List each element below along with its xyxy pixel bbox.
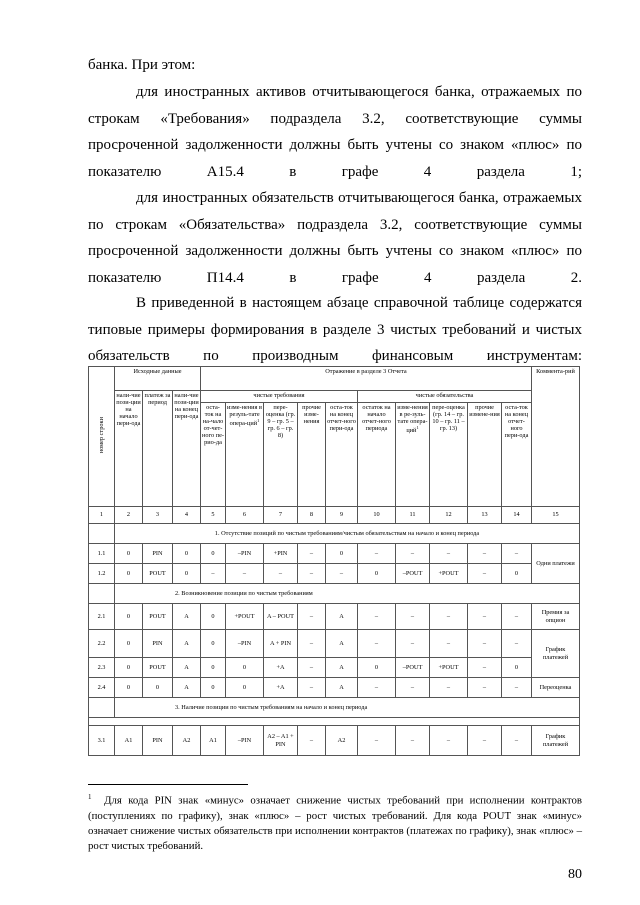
footnote-mark: 1: [88, 793, 92, 801]
header-net-claims: чистые требования: [201, 391, 358, 403]
section-row-1: [89, 524, 580, 544]
table-cell: 0: [143, 678, 173, 698]
header-col-2: нали-чие пози-ции на начало пери-ода: [115, 391, 143, 507]
table-cell: –: [396, 630, 430, 658]
table-cell: –: [226, 564, 264, 584]
comment-option-premium: Премия за опцион: [532, 604, 580, 630]
header-col-7: пере-оценка (гр. 9 – гр. 5 – гр. 6 – гр. 8): [264, 403, 298, 507]
header-col-5: оста-ток на на-чало от-чет-ного пе-рио-да: [201, 403, 226, 507]
table-cell: –: [358, 604, 396, 630]
table-row-2-3: [89, 658, 580, 678]
header-col-4: нали-чие пози-ции на конец пери-ода: [173, 391, 201, 507]
table-cell: –PIN: [226, 726, 264, 756]
table-row-2-4: [89, 678, 580, 698]
col-number: 10: [358, 507, 396, 524]
header-col-13: прочие измене-ния: [468, 403, 502, 507]
table-cell: –: [298, 658, 326, 678]
table-cell: A1: [201, 726, 226, 756]
table-cell: +POUT: [430, 658, 468, 678]
section-3-spacer: [89, 718, 580, 726]
col-number: 13: [468, 507, 502, 524]
header-col-10: остаток на начало отчет-ного периода: [358, 403, 396, 507]
table-cell: –: [502, 604, 532, 630]
section-3-line-cell: [89, 698, 115, 718]
table-cell: 0: [201, 658, 226, 678]
table-cell: –: [298, 630, 326, 658]
table-cell: A: [173, 658, 201, 678]
footnote-ref-col-6: 1: [257, 418, 260, 424]
table-cell: A1: [115, 726, 143, 756]
paragraph-intro: банка. При этом:: [88, 57, 196, 73]
table-cell: PIN: [143, 544, 173, 564]
column-number-row: [89, 507, 580, 524]
comment-payment-schedule-2: График платежей: [532, 726, 580, 756]
table-cell: –: [502, 678, 532, 698]
spacer-cell: [89, 718, 580, 726]
section-row-2: [89, 584, 580, 604]
table-cell: 1.2: [89, 564, 115, 584]
col-number: 6: [226, 507, 264, 524]
table-cell: 0: [201, 630, 226, 658]
table-cell: –: [502, 726, 532, 756]
comment-payments-only: Одни платежи: [532, 544, 580, 584]
col-number: 4: [173, 507, 201, 524]
col-number: 14: [502, 507, 532, 524]
table-cell: 0: [326, 544, 358, 564]
col-number: 12: [430, 507, 468, 524]
table-cell: –: [468, 658, 502, 678]
table-cell: –: [468, 544, 502, 564]
table-cell: 2.1: [89, 604, 115, 630]
section-2-title: 2. Возникновение позиции по чистым требованиям: [115, 584, 580, 604]
header-col-3: платеж за период: [143, 391, 173, 507]
table-cell: A + PIN: [264, 630, 298, 658]
table-cell: 0: [115, 658, 143, 678]
table-cell: 0: [115, 630, 143, 658]
table-cell: 0: [502, 658, 532, 678]
table-cell: 0: [115, 678, 143, 698]
table-cell: –: [298, 726, 326, 756]
table-cell: 0: [358, 564, 396, 584]
table-cell: +PIN: [264, 544, 298, 564]
table-cell: 0: [226, 678, 264, 698]
header-col-14: оста-ток на конец отчет-ного пери-ода: [502, 403, 532, 507]
table-cell: –: [468, 604, 502, 630]
table-cell: PIN: [143, 726, 173, 756]
table-cell: –: [468, 678, 502, 698]
header-net-liabilities: чистые обязательства: [358, 391, 532, 403]
table-cell: –: [358, 726, 396, 756]
col-number: 2: [115, 507, 143, 524]
comment-payment-schedule: График платежей: [532, 630, 580, 678]
header-initial-data: Исходные данные: [115, 367, 201, 391]
table-cell: –: [396, 604, 430, 630]
table-row-3-1: [89, 726, 580, 756]
table-cell: 0: [201, 544, 226, 564]
table-cell: POUT: [143, 658, 173, 678]
header-reflection: Отражение в разделе 3 Отчета: [201, 367, 532, 391]
table-cell: +A: [264, 658, 298, 678]
table-cell: 2.2: [89, 630, 115, 658]
table-cell: –: [430, 604, 468, 630]
col-number: 3: [143, 507, 173, 524]
page-number: 80: [568, 867, 582, 882]
table-cell: 0: [173, 564, 201, 584]
footnote-separator: [88, 784, 248, 785]
table-cell: 0: [115, 544, 143, 564]
col-number: 8: [298, 507, 326, 524]
table-cell: A: [326, 604, 358, 630]
paragraph-table-intro: В приведенной в настоящем абзаце справочной таблице содержатся типовые примеры формирования в разделе 3 чистых требований и чистых обязательств по производным финансовым инструментам:: [88, 295, 582, 364]
table-cell: –: [396, 678, 430, 698]
section-row-3: [89, 698, 580, 718]
col-number: 15: [532, 507, 580, 524]
table-row-1-2: [89, 564, 580, 584]
table-cell: –: [502, 544, 532, 564]
table-cell: –: [201, 564, 226, 584]
table-cell: –: [298, 678, 326, 698]
table-cell: POUT: [143, 604, 173, 630]
table-cell: A: [173, 678, 201, 698]
table-cell: 0: [502, 564, 532, 584]
header-row-1: [89, 367, 580, 391]
reference-table: [88, 366, 580, 756]
footnote: [88, 790, 582, 854]
table-cell: 0: [358, 658, 396, 678]
table-cell: +A: [264, 678, 298, 698]
section-3-title: 3. Наличие позиции по чистым требованиям на начало и конец периода: [115, 698, 580, 718]
table-cell: –: [358, 544, 396, 564]
col-number: 1: [89, 507, 115, 524]
table-cell: –: [430, 678, 468, 698]
table-cell: +POUT: [430, 564, 468, 584]
table-cell: 3.1: [89, 726, 115, 756]
table-cell: 0: [226, 658, 264, 678]
table-cell: –: [298, 544, 326, 564]
table-cell: A: [173, 630, 201, 658]
footnote-ref-col-11: 1: [416, 425, 419, 431]
table-cell: 2.3: [89, 658, 115, 678]
table-cell: A: [326, 630, 358, 658]
header-comment: Коммента-рий: [532, 367, 580, 507]
col-number: 5: [201, 507, 226, 524]
table-cell: –: [468, 630, 502, 658]
table-cell: 0: [201, 678, 226, 698]
section-2-line-cell: [89, 584, 115, 604]
header-col-12: пере-оценка (гр. 14 – гр. 10 – гр. 11 – гр. 13): [430, 403, 468, 507]
table-cell: A: [173, 604, 201, 630]
paragraph-foreign-assets: для иностранных активов отчитывающегося банка, отражаемых по строкам «Требования» подраздела 3.2, соответствующие суммы просроченной задолженности должны быть учтены со знаком «плюс» по показателю А15.4 в графе 4 раздела 1;: [88, 84, 582, 180]
table-cell: +POUT: [226, 604, 264, 630]
footnote-text: Для кода PIN знак «минус» означает снижение чистых требований при исполнении контрактов (поступлениях по графику), знак «плюс» – рост чистых требований. Для кода POUT знак «минус» означает снижение чистых обязательств при исполнении контрактов (платежах по графику), знак «плюс» – рост чистых требований.: [88, 794, 582, 853]
table-cell: –: [430, 544, 468, 564]
col-number: 7: [264, 507, 298, 524]
table-cell: –: [468, 564, 502, 584]
table-cell: –: [358, 678, 396, 698]
table-cell: 2.4: [89, 678, 115, 698]
table-cell: –: [298, 564, 326, 584]
header-col-11: [396, 403, 430, 507]
table-cell: A2: [173, 726, 201, 756]
col-number: 11: [396, 507, 430, 524]
table-cell: –: [298, 604, 326, 630]
table-cell: –: [502, 630, 532, 658]
table-cell: –: [430, 630, 468, 658]
table-cell: 0: [115, 604, 143, 630]
table-cell: –: [468, 726, 502, 756]
col-number: 9: [326, 507, 358, 524]
header-col-11-text: изме-нения в ре-зуль-тате опера-ций: [397, 404, 428, 435]
table-cell: –: [326, 564, 358, 584]
paragraph-foreign-liabilities: для иностранных обязательств отчитывающегося банка, отражаемых по строкам «Обязательства» подраздела 3.2, соответствующие суммы просроченной задолженности должны быть учтены со знаком «плюс» по показателю П14.4 в графе 4 раздела 2.: [88, 190, 582, 286]
table-cell: –PIN: [226, 630, 264, 658]
table-row-2-2: [89, 630, 580, 658]
table-row-2-1: [89, 604, 580, 630]
table-cell: –: [358, 630, 396, 658]
header-col-9: оста-ток на конец отчет-ного пери-ода: [326, 403, 358, 507]
table-cell: –: [396, 544, 430, 564]
table-cell: PIN: [143, 630, 173, 658]
table-cell: A – POUT: [264, 604, 298, 630]
table-cell: –POUT: [396, 564, 430, 584]
table-cell: 0: [115, 564, 143, 584]
header-line-number: [89, 367, 115, 507]
table-cell: –: [396, 726, 430, 756]
header-col-6-text: изме-нения в резуль-тате опера-ций: [227, 404, 262, 428]
header-col-6: [226, 403, 264, 507]
table-cell: –POUT: [396, 658, 430, 678]
header-line-number-label: номер строки: [97, 417, 105, 454]
comment-revaluation: Переоценка: [532, 678, 580, 698]
header-col-8: прочие изме-нения: [298, 403, 326, 507]
section-1-line-cell: [89, 524, 115, 544]
table-cell: A2 – A1 + PIN: [264, 726, 298, 756]
table-cell: 0: [201, 604, 226, 630]
table-cell: –: [430, 726, 468, 756]
table-cell: POUT: [143, 564, 173, 584]
section-1-title: 1. Отсутствие позиций по чистым требованиям/чистым обязательствам на начало и конец периода: [115, 524, 580, 544]
table-cell: 0: [173, 544, 201, 564]
table-cell: –PIN: [226, 544, 264, 564]
header-row-2: [89, 391, 580, 403]
table-cell: A2: [326, 726, 358, 756]
table-cell: A: [326, 678, 358, 698]
table-cell: A: [326, 658, 358, 678]
table-row-1-1: [89, 544, 580, 564]
table-cell: –: [264, 564, 298, 584]
table-cell: 1.1: [89, 544, 115, 564]
